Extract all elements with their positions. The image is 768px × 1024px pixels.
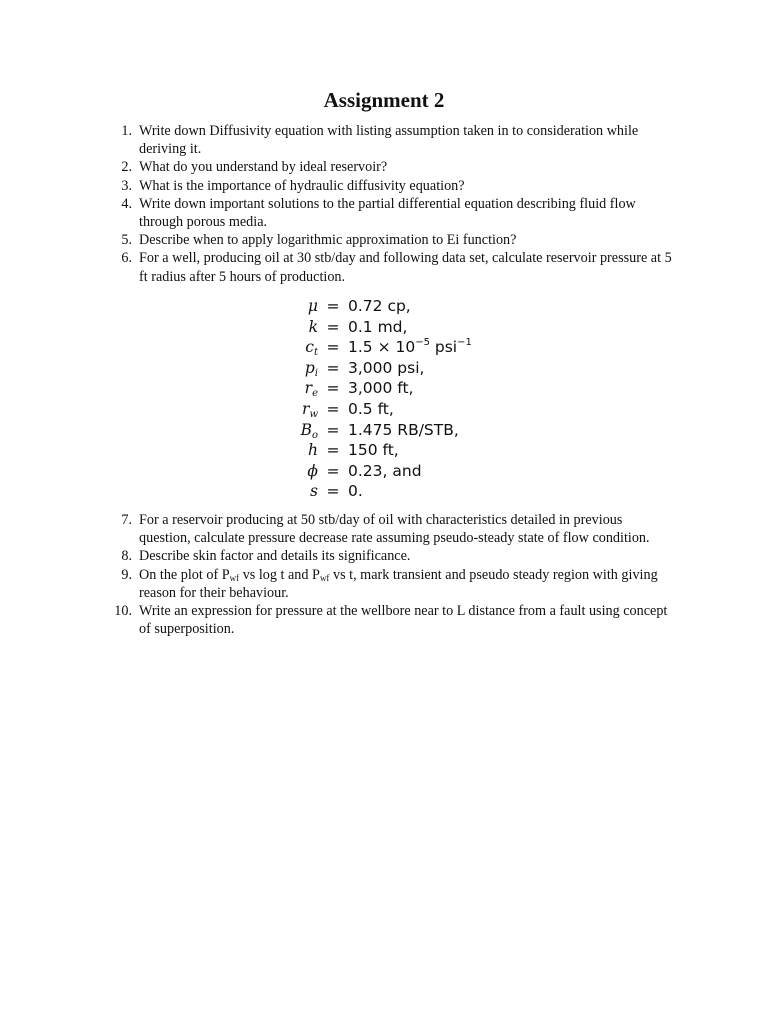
question-number: 2. xyxy=(121,159,132,176)
parameter-symbol: k xyxy=(308,317,318,336)
parameter-symbol: $p_i$ xyxy=(304,358,318,379)
question-item xyxy=(112,249,672,285)
question-number: 1. xyxy=(121,123,132,139)
parameter-value: 0.72 cp, xyxy=(348,297,411,315)
parameter-row xyxy=(282,358,472,379)
equals-sign: = xyxy=(326,338,340,357)
parameter-table xyxy=(282,296,472,502)
assignment-title: Assignment 2 xyxy=(323,88,445,112)
parameter-symbol: $r_e$ xyxy=(304,379,318,400)
question-text: On the plot of Pwf vs log t and Pwf vs t, mark transient and pseudo steady region with giving reason for their behaviour. xyxy=(139,566,658,601)
question-text: What is the importance of hydraulic diffusivity equation? xyxy=(139,177,465,194)
parameter-row xyxy=(282,461,472,482)
question-number: 9. xyxy=(121,566,132,583)
question-number: 3. xyxy=(121,177,132,194)
parameter-value: 3,000 ft, xyxy=(348,379,414,398)
parameter-value: 0.5 ft, xyxy=(348,399,394,418)
question-item xyxy=(112,602,672,638)
parameter-row xyxy=(282,378,472,399)
parameter-symbol: $c_t$ xyxy=(305,338,318,359)
parameter-symbol: $r_w$ xyxy=(302,399,318,420)
parameter-value: 0.23, and xyxy=(348,461,422,480)
parameter-symbol: s xyxy=(310,482,318,501)
question-number: 7. xyxy=(121,512,132,528)
question-text: Write down important solutions to the partial differential equation describing fluid flow through porous media. xyxy=(139,195,636,231)
parameter-symbol: $B_o$ xyxy=(300,420,318,441)
parameter-row xyxy=(282,337,472,358)
question-number: 8. xyxy=(121,548,132,565)
parameter-symbol: μ xyxy=(307,297,318,315)
equals-sign: = xyxy=(326,379,340,398)
equals-sign: = xyxy=(326,441,340,460)
question-list-part-1 xyxy=(112,122,672,286)
question-item xyxy=(112,231,672,249)
question-text: Describe skin factor and details its significance. xyxy=(139,548,411,565)
equals-sign: = xyxy=(326,399,340,418)
question-item xyxy=(112,511,672,547)
question-item xyxy=(112,177,672,195)
parameter-row xyxy=(282,317,472,338)
question-text: Write down Diffusivity equation with listing assumption taken in to consideration while deriving it. xyxy=(139,123,639,158)
parameter-value: 0. xyxy=(348,482,363,501)
equals-sign: = xyxy=(326,482,340,501)
equals-sign: = xyxy=(326,358,340,377)
question-number: 6. xyxy=(121,250,132,267)
parameter-value: 1.475 RB/STB, xyxy=(348,420,459,439)
parameter-value: 3,000 psi, xyxy=(348,358,425,377)
equals-sign: = xyxy=(326,420,340,439)
question-text: Describe when to apply logarithmic approximation to Ei function? xyxy=(139,232,517,249)
parameter-row xyxy=(282,296,472,317)
question-list-part-2 xyxy=(112,511,672,638)
equals-sign: = xyxy=(326,317,340,336)
question-text: What do you understand by ideal reservoir? xyxy=(139,159,388,176)
parameter-value: 150 ft, xyxy=(348,441,399,460)
parameter-symbol: h xyxy=(308,441,318,460)
question-item xyxy=(112,158,672,176)
parameter-row xyxy=(282,440,472,461)
question-number: 10. xyxy=(114,603,132,620)
parameter-value: $1.5 \times 10^{-5}$ psi$^{-1}$ xyxy=(348,337,472,357)
parameter-row xyxy=(282,399,472,420)
parameter-row xyxy=(282,481,472,502)
question-number: 4. xyxy=(121,195,132,212)
question-item xyxy=(112,547,672,565)
parameter-row xyxy=(282,420,472,441)
parameter-value: 0.1 md, xyxy=(348,317,408,336)
parameter-symbol: ϕ xyxy=(307,461,318,480)
question-number: 5. xyxy=(121,232,132,249)
equals-sign: = xyxy=(326,297,340,315)
question-item xyxy=(112,566,672,602)
question-text: Write an expression for pressure at the wellbore near to L distance from a fault using concept of superposition. xyxy=(139,603,668,638)
question-item xyxy=(112,195,672,231)
equals-sign: = xyxy=(326,461,340,480)
question-item xyxy=(112,122,672,158)
question-text: For a well, producing oil at 30 stb/day and following data set, calculate reservoir pressure at 5 ft radius after 5 hours of production. xyxy=(139,250,672,285)
question-text: For a reservoir producing at 50 stb/day of oil with characteristics detailed in previous question, calculate pressure decrease rate assuming pseudo-steady state of flow condition. xyxy=(139,512,650,547)
